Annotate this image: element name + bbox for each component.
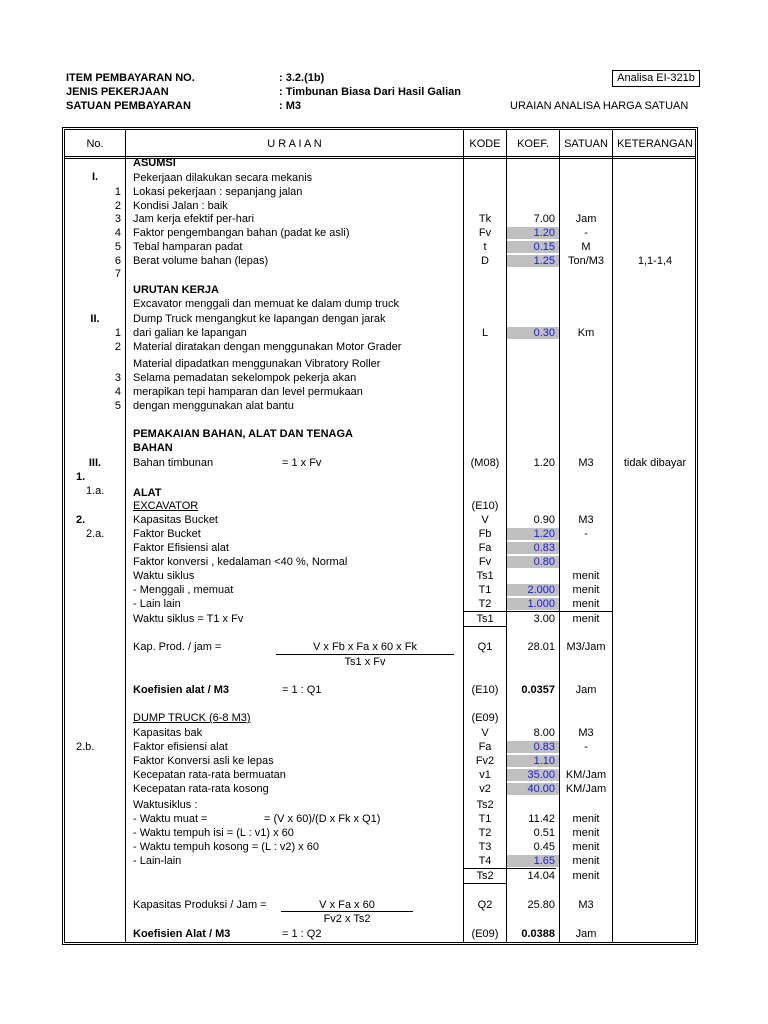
urutan-line: Material diratakan dengan menggunakan Motor Grader	[133, 341, 402, 353]
satuan-label: SATUAN PEMBAYARAN	[66, 100, 191, 112]
koef-input[interactable]: 0.15	[507, 241, 559, 253]
satuan-cell: -	[584, 528, 588, 540]
koef-alat-formula: = 1 : Q1	[282, 684, 322, 696]
dumptruck-row: - Lain-lain	[133, 855, 182, 867]
excavator-row: Kapasitas Bucket	[133, 514, 218, 526]
waktu-muat-formula: = (V x 60)/(D x Fk x Q1)	[264, 813, 381, 825]
doc-title: URAIAN ANALISA HARGA SATUAN	[510, 100, 689, 112]
kode-cell: (E09)	[471, 928, 499, 940]
asumsi-num: 2	[114, 200, 121, 212]
num-2: 2.	[76, 514, 86, 526]
koef-input[interactable]: 40.00	[507, 783, 559, 795]
kap-prod-label: Kap. Prod. / jam =	[133, 641, 222, 653]
dumptruck-row: Kapasitas bak	[133, 727, 203, 739]
num-2b: 2.b.	[76, 741, 95, 753]
kode-cell: t	[483, 241, 487, 253]
kode-cell: T2	[478, 598, 492, 610]
kode-cell: (E09)	[471, 712, 499, 724]
item-label: ITEM PEMBAYARAN NO.	[66, 72, 195, 84]
asumsi-item: Jam kerja efektif per-hari	[133, 213, 255, 225]
satuan-cell: menit	[572, 855, 600, 867]
asumsi-num: 7	[114, 268, 121, 280]
urutan-num: 5	[114, 400, 121, 412]
satuan-cell: Jam	[575, 928, 597, 940]
koef-cell: 14.04	[527, 870, 555, 882]
satuan-cell: M3	[578, 514, 594, 526]
col-no: No.	[86, 138, 104, 150]
urutan-line: Selama pemadatan sekelompok pekerja akan	[133, 372, 357, 384]
kode-cell: Fa	[478, 542, 492, 554]
satuan-cell: Ton/M3	[567, 255, 605, 267]
urutan-line: dari galian ke lapangan	[133, 327, 247, 339]
satuan-cell: M	[581, 241, 591, 253]
kode-cell: T2	[478, 827, 492, 839]
koef-input[interactable]: 1.000	[507, 598, 559, 610]
koef-input[interactable]: 1.20	[507, 227, 559, 239]
kode-cell: L	[481, 327, 489, 339]
kode-cell: (E10)	[471, 684, 499, 696]
satuan-cell: M3/Jam	[566, 641, 606, 653]
urutan-num: 4	[114, 386, 121, 398]
koef-cell: 0.51	[533, 827, 555, 839]
kode-cell: Tk	[478, 213, 492, 225]
col-satuan: SATUAN	[564, 138, 608, 150]
col-divider	[125, 130, 126, 942]
kode-cell: v2	[479, 783, 491, 795]
satuan-value: : M3	[279, 100, 301, 112]
koef-cell: 0.45	[533, 841, 555, 853]
satuan-cell: Jam	[575, 213, 597, 225]
sum-line	[464, 883, 506, 884]
kode-cell: T3	[478, 841, 492, 853]
kode-cell: T1	[478, 584, 492, 596]
satuan-cell: menit	[572, 827, 600, 839]
item-value: : 3.2.(1b)	[279, 72, 325, 84]
col-uraian: U R A I A N	[267, 138, 322, 150]
koef-cell: 8.00	[533, 727, 555, 739]
kode-cell: Fa	[478, 741, 492, 753]
num-1: 1.	[76, 471, 86, 483]
koef-input[interactable]: 0.80	[507, 556, 559, 568]
asumsi-num: 4	[114, 227, 121, 239]
satuan-cell: M3	[578, 899, 594, 911]
keterangan-cell: 1,1-1,4	[637, 255, 673, 267]
satuan-cell: menit	[572, 570, 600, 582]
alat-title: ALAT	[133, 487, 162, 499]
satuan-cell: menit	[572, 598, 600, 610]
section2-title: URUTAN KERJA	[133, 284, 219, 296]
koef-cell: 0.90	[533, 514, 555, 526]
asumsi-num: 3	[114, 213, 121, 225]
koef-alat-value: 0.0357	[521, 684, 555, 696]
urutan-num: 2	[114, 341, 121, 353]
koef-input[interactable]: 35.00	[507, 769, 559, 781]
koef-input[interactable]: 2.000	[507, 584, 559, 596]
dumptruck-row: Faktor Konversi asli ke lepas	[133, 755, 274, 767]
asumsi-num: 5	[114, 241, 121, 253]
kode-cell: Q2	[477, 899, 493, 911]
asumsi-item: Lokasi pekerjaan : sepanjang jalan	[133, 186, 303, 198]
satuan-cell: M3	[578, 727, 594, 739]
col-kode: KODE	[469, 138, 501, 150]
koef-cell: 11.42	[528, 813, 555, 825]
section3-title: PEMAKAIAN BAHAN, ALAT DAN TENAGA	[133, 428, 353, 440]
satuan-cell: -	[584, 227, 588, 239]
asumsi-num: 6	[114, 255, 121, 267]
satuan-cell: menit	[572, 613, 600, 625]
dumptruck-row: Kecepatan rata-rata kosong	[133, 783, 269, 795]
kap-prod-denominator: Ts1 x Fv	[344, 656, 386, 668]
dumptruck-row: Faktor efisiensi alat	[133, 741, 228, 753]
excavator-row: - Menggali , memuat	[133, 584, 234, 596]
kode-cell: Fv	[478, 227, 492, 239]
kode-cell: Ts2	[476, 799, 494, 811]
koef-input[interactable]: 1.20	[507, 528, 559, 540]
section1-no: I.	[91, 171, 99, 183]
asumsi-item: Faktor pengembangan bahan (padat ke asli)	[133, 227, 350, 239]
kode-cell: Fv	[478, 556, 492, 568]
koef-cell: 7.00	[533, 213, 555, 225]
satuan-cell: menit	[572, 870, 600, 882]
koef-input[interactable]: 1.25	[507, 255, 559, 267]
kode-cell: Ts1	[476, 613, 494, 625]
kode-cell: Ts2	[476, 870, 494, 882]
kode-cell: v1	[479, 769, 491, 781]
asumsi-item: Kondisi Jalan : baik	[133, 200, 228, 212]
kode-cell: V	[481, 727, 489, 739]
satuan-cell: KM/Jam	[565, 783, 607, 795]
urutan-line: Excavator menggali dan memuat ke dalam dump truck	[133, 298, 399, 310]
asumsi-item: Berat volume bahan (lepas)	[133, 255, 269, 267]
excavator-row: Waktu siklus = T1 x Fv	[133, 613, 244, 625]
urutan-line: dengan menggunakan alat bantu	[133, 400, 294, 412]
asumsi-num: 1	[114, 186, 121, 198]
koef-alat-label: Koefisien alat / M3	[133, 684, 229, 696]
fraction-bar	[281, 911, 413, 912]
koef-cell: 28.01	[527, 641, 555, 653]
asumsi-item: Tebal hamparan padat	[133, 241, 243, 253]
excavator-title: EXCAVATOR	[133, 500, 199, 512]
col-keterangan: KETERANGAN	[617, 138, 693, 150]
kode-cell: V	[481, 514, 489, 526]
kode-cell: T4	[478, 855, 492, 867]
satuan-cell: menit	[572, 584, 600, 596]
num-1a: 1.a.	[86, 485, 105, 497]
bahan-formula: = 1 x Fv	[282, 457, 322, 469]
dumptruck-row: - Waktu tempuh kosong = (L : v2) x 60	[133, 841, 319, 853]
koef-input[interactable]: 1.65	[507, 855, 559, 867]
kap-prod-numerator: V x Fb x Fa x 60 x Fk	[313, 641, 417, 653]
kap-prod-label: Kapasitas Produksi / Jam =	[133, 899, 267, 911]
kode-cell: (M08)	[470, 457, 500, 469]
kode-cell: T1	[478, 813, 492, 825]
urutan-line: Dump Truck mengangkut ke lapangan dengan jarak	[133, 313, 386, 325]
satuan-cell: KM/Jam	[565, 769, 607, 781]
dumptruck-row: Kecepatan rata-rata bermuatan	[133, 769, 286, 781]
kode-cell: D	[481, 255, 489, 267]
urutan-num: 1	[114, 327, 121, 339]
koef-cell: 25.80	[527, 899, 555, 911]
urutan-line: merapikan tepi hamparan dan level permukaan	[133, 386, 363, 398]
jenis-value: : Timbunan Biasa Dari Hasil Galian	[279, 86, 461, 98]
keterangan-cell: tidak dibayar	[623, 457, 687, 469]
satuan-cell: Jam	[575, 684, 597, 696]
dumptruck-row: Waktusiklus :	[133, 799, 198, 811]
sum-line	[464, 626, 506, 627]
sum-line	[464, 611, 612, 612]
section1-title: ASUMSI	[133, 157, 176, 169]
analisa-code: Analisa EI-321b	[612, 70, 700, 87]
asumsi-item: Pekerjaan dilakukan secara mekanis	[133, 172, 313, 184]
koef-input[interactable]: 0.30	[507, 327, 559, 339]
kode-cell: (E10)	[471, 500, 499, 512]
excavator-row: Waktu siklus	[133, 570, 195, 582]
kode-cell: Fv2	[475, 755, 495, 767]
koef-alat-label: Koefisien Alat / M3	[133, 928, 231, 940]
excavator-row: Faktor Efisiensi alat	[133, 542, 229, 554]
bahan-text: Bahan timbunan	[133, 457, 214, 469]
satuan-cell: menit	[572, 841, 600, 853]
koef-alat-formula: = 1 : Q2	[282, 928, 322, 940]
kap-prod-denominator: Fv2 x Ts2	[323, 913, 371, 925]
fraction-bar	[276, 654, 454, 655]
col-divider	[612, 130, 613, 942]
kode-cell: Ts1	[476, 570, 494, 582]
kode-cell: Fb	[478, 528, 492, 540]
satuan-cell: M3	[578, 457, 594, 469]
koef-cell: 3.00	[533, 613, 555, 625]
koef-cell: 1.20	[533, 457, 555, 469]
urutan-line: Material dipadatkan menggunakan Vibratory Roller	[133, 358, 381, 370]
koef-input[interactable]: 0.83	[507, 741, 559, 753]
kap-prod-numerator: V x Fa x 60	[319, 899, 375, 911]
bahan-title: BAHAN	[133, 442, 173, 454]
satuan-cell: Km	[577, 327, 595, 339]
koef-input[interactable]: 0.83	[507, 542, 559, 554]
satuan-cell: -	[584, 741, 588, 753]
dumptruck-row: - Waktu tempuh isi = (L : v1) x 60	[133, 827, 294, 839]
dumptruck-title: DUMP TRUCK (6-8 M3)	[133, 712, 251, 724]
sum-line	[464, 868, 556, 869]
col-koef: KOEF.	[517, 138, 549, 150]
satuan-cell: menit	[572, 813, 600, 825]
section3-no: III.	[88, 457, 102, 469]
jenis-label: JENIS PEKERJAAN	[66, 86, 169, 98]
excavator-row: - Lain lain	[133, 598, 181, 610]
koef-alat-value: 0.0388	[521, 928, 555, 940]
koef-input[interactable]: 1.10	[507, 755, 559, 767]
section2-no: II.	[90, 313, 100, 325]
dumptruck-row: - Waktu muat =	[133, 813, 208, 825]
kode-cell: Q1	[477, 641, 493, 653]
excavator-row: Faktor konversi , kedalaman <40 %, Normal	[133, 556, 348, 568]
urutan-num: 3	[114, 372, 121, 384]
excavator-row: Faktor Bucket	[133, 528, 201, 540]
num-2a: 2.a.	[86, 528, 105, 540]
